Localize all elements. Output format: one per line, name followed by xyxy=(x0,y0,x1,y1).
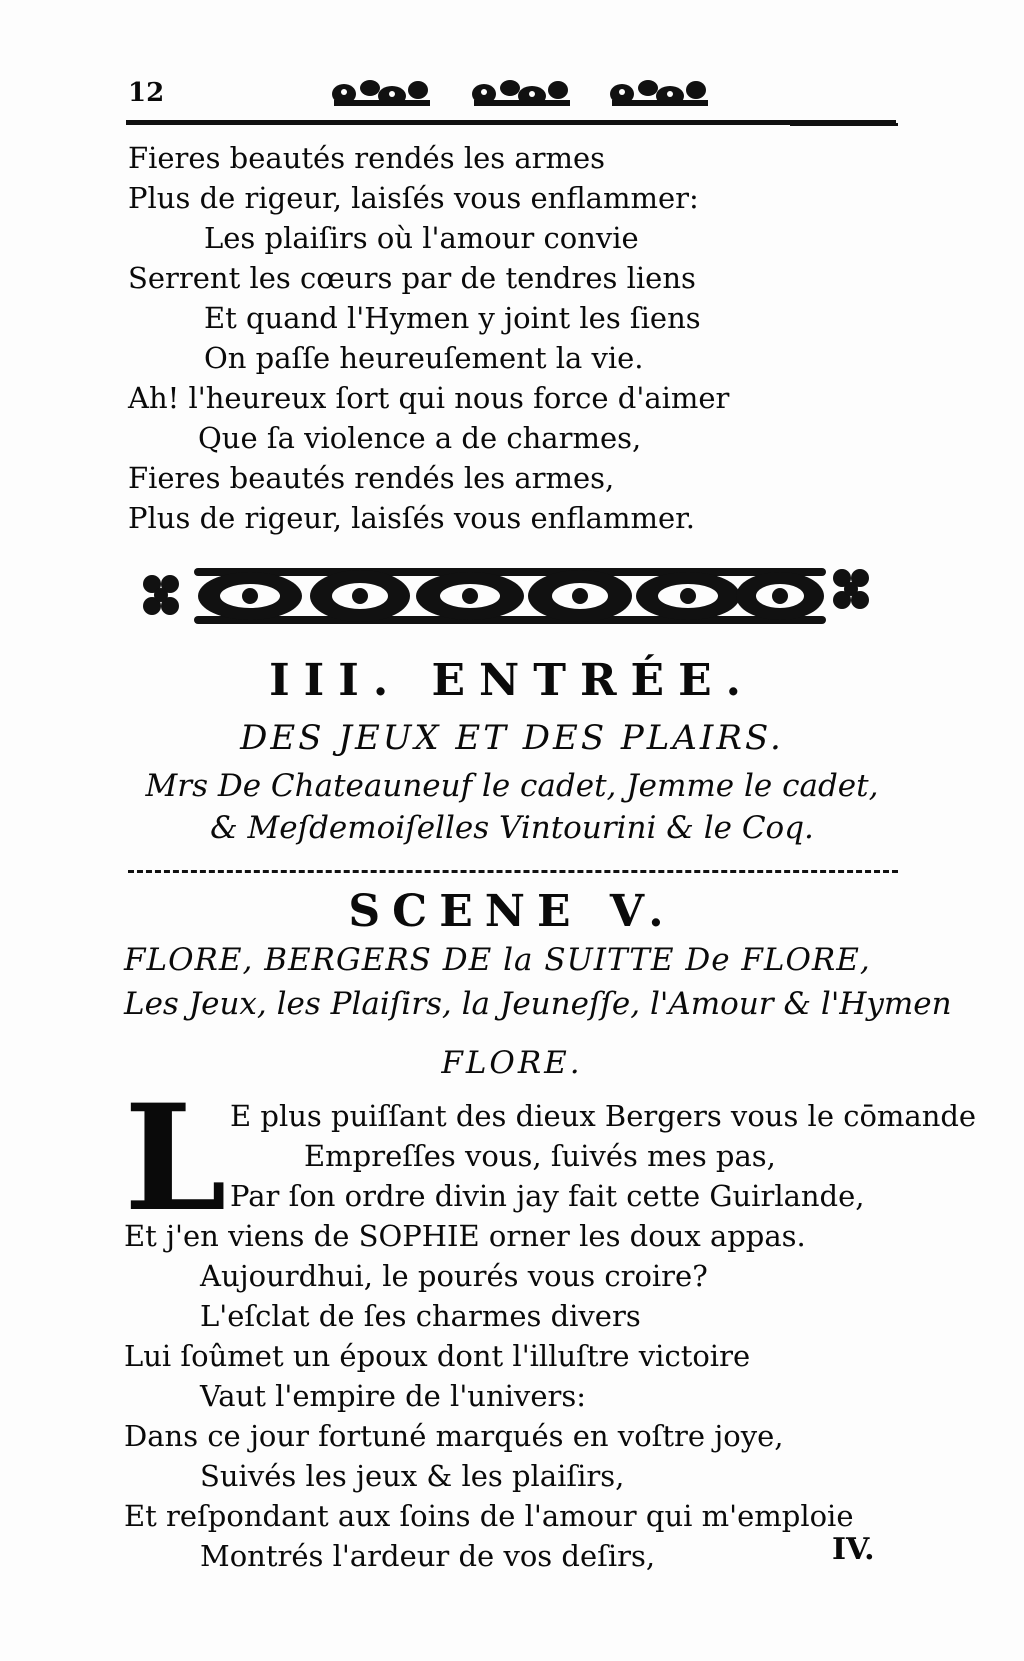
scene-persons: Les Jeux, les Plaiſirs, la Jeuneſſe, l'Amour & l'Hymen xyxy=(124,986,952,1022)
headpiece-ornament xyxy=(140,552,884,640)
header-fleuron-ornament xyxy=(330,72,720,114)
verse-line: L'eſclat de ſes charmes divers xyxy=(200,1299,641,1333)
entree-heading: III. ENTRÉE. xyxy=(269,655,755,706)
verse-line: Ah! l'heureux ſort qui nous force d'aimer xyxy=(128,381,730,415)
header-rule-end xyxy=(790,123,898,126)
verse-line: Par ſon ordre divin jay fait cette Guirlande, xyxy=(230,1179,865,1213)
drop-cap: L xyxy=(124,1073,227,1244)
entree-subtitle: DES JEUX ET DES PLAIRS. xyxy=(240,718,784,758)
cast-line: & Meſdemoiſelles Vintourini & le Coq. xyxy=(210,810,814,846)
verse-line: Aujourdhui, le pourés vous croire? xyxy=(200,1259,708,1293)
verse-line: Les plaiſirs où l'amour convie xyxy=(204,221,639,255)
verse-line: Et reſpondant aux ſoins de l'amour qui m'emploie xyxy=(124,1499,854,1533)
verse-line: On paſſe heureuſement la vie. xyxy=(204,341,644,375)
section-rule xyxy=(128,870,898,876)
speaker-name: FLORE. xyxy=(441,1045,583,1081)
verse-line: E plus puiſſant des dieux Bergers vous le cōmande xyxy=(230,1099,977,1133)
verse-line: Et j'en viens de SOPHIE orner les doux appas. xyxy=(124,1219,806,1253)
verse-line: Plus de rigeur, laisſés vous enflammer. xyxy=(128,501,696,535)
verse-line: Fieres beautés rendés les armes, xyxy=(128,461,615,495)
scene-persons: FLORE, BERGERS DE la SUITTE De FLORE, xyxy=(124,942,871,978)
verse-line: Empreſſes vous, ſuivés mes pas, xyxy=(304,1139,776,1173)
catchword: IV. xyxy=(832,1532,875,1567)
verse-line: Dans ce jour fortuné marqués en voſtre joye, xyxy=(124,1419,784,1453)
verse-line: Montrés l'ardeur de vos deſirs, xyxy=(200,1539,656,1573)
scene-heading: SCENE V. xyxy=(348,886,676,937)
verse-line: Que ſa violence a de charmes, xyxy=(198,421,642,455)
verse-bottom xyxy=(124,1096,977,1576)
cast-line: Mrs De Chateauneuf le cadet, Jemme le cadet, xyxy=(145,768,879,804)
verse-line: Lui ſoûmet un époux dont l'illuſtre victoire xyxy=(124,1339,751,1373)
verse-line: Plus de rigeur, laisſés vous enflammer: xyxy=(128,181,699,215)
verse-line: Et quand l'Hymen y joint les ſiens xyxy=(204,301,701,335)
page-number: 12 xyxy=(128,78,165,108)
verse-line: Vaut l'empire de l'univers: xyxy=(200,1379,586,1413)
header-rule xyxy=(126,120,896,125)
verse-line: Suivés les jeux & les plaiſirs, xyxy=(200,1459,625,1493)
verse-top xyxy=(128,138,908,538)
verse-line: Fieres beautés rendés les armes xyxy=(128,141,606,175)
verse-line: Serrent les cœurs par de tendres liens xyxy=(128,261,696,295)
